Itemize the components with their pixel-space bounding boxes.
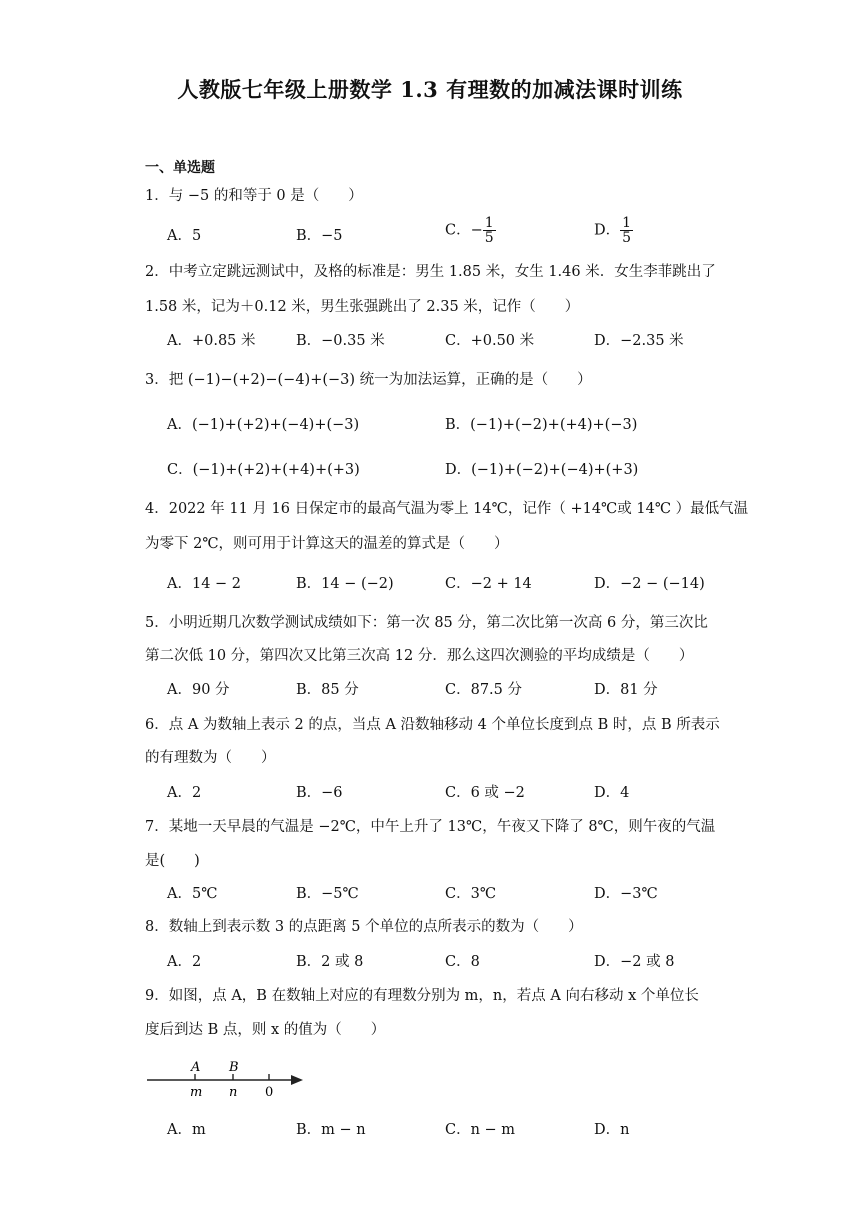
q1-option-d[interactable] bbox=[594, 216, 633, 245]
question-2-stem-line2: 1.58 米，记为＋0.12 米，男生张强跳出了 2.35 米，记作（ ） bbox=[145, 299, 580, 315]
page-title: 人教版七年级上册数学 1.3 有理数的加减法课时训练 bbox=[177, 77, 683, 102]
q6-option-a[interactable]: A．2 bbox=[167, 785, 202, 801]
q6-option-b[interactable]: B．−6 bbox=[296, 785, 343, 801]
q5-option-b[interactable]: B．85 分 bbox=[296, 682, 359, 698]
q9-option-c[interactable]: C．n − m bbox=[445, 1122, 516, 1138]
q3-option-d[interactable]: D．(−1)+(−2)+(−4)+(+3) bbox=[445, 462, 639, 478]
number-line-arrow bbox=[291, 1075, 303, 1085]
q2-option-c[interactable]: C．+0.50 米 bbox=[445, 333, 535, 349]
fraction-denominator: 5 bbox=[484, 230, 494, 246]
q5-option-a[interactable]: A．90 分 bbox=[167, 682, 230, 698]
q2-option-a[interactable]: A．+0.85 米 bbox=[167, 333, 256, 349]
q8-option-a[interactable]: A．2 bbox=[167, 954, 202, 970]
question-5-stem-line2: 第二次低 10 分，第四次又比第三次高 12 分．那么这四次测验的平均成绩是（ ） bbox=[145, 648, 694, 664]
label-zero: 0 bbox=[265, 1085, 274, 1100]
fraction-numerator: 1 bbox=[622, 215, 632, 231]
q2-option-d[interactable]: D．−2.35 米 bbox=[594, 333, 684, 349]
fraction-denominator: 5 bbox=[622, 230, 632, 246]
question-7-stem-line1: 7．某地一天早晨的气温是 −2℃，中午上升了 13℃，午夜又下降了 8℃，则午夜的气温 bbox=[145, 819, 716, 835]
q8-option-d[interactable]: D．−2 或 8 bbox=[594, 954, 675, 970]
question-9-stem-line1: 9．如图，点 A，B 在数轴上对应的有理数分别为 m，n，若点 A 向右移动 x 个单位长 bbox=[145, 988, 699, 1004]
q8-option-b[interactable]: B．2 或 8 bbox=[296, 954, 364, 970]
q5-option-c[interactable]: C．87.5 分 bbox=[445, 682, 522, 698]
q2-option-b[interactable]: B．−0.35 米 bbox=[296, 333, 385, 349]
q7-option-c[interactable]: C．3℃ bbox=[445, 886, 497, 902]
q9-option-b[interactable]: B．m − n bbox=[296, 1122, 366, 1138]
q3-option-a[interactable]: A．(−1)+(+2)+(−4)+(−3) bbox=[167, 417, 360, 433]
question-9-stem-line2: 度后到达 B 点，则 x 的值为（ ） bbox=[145, 1022, 386, 1038]
q9-option-d[interactable]: D．n bbox=[594, 1122, 630, 1138]
question-4-stem-line1: 4．2022 年 11 月 16 日保定市的最高气温为零上 14℃，记作（ +14℃或 14℃ ）最低气温 bbox=[145, 501, 749, 517]
label-n: n bbox=[229, 1085, 238, 1100]
question-8-stem: 8．数轴上到表示数 3 的点距离 5 个单位的点所表示的数为（ ） bbox=[145, 919, 583, 935]
section-heading: 一、单选题 bbox=[145, 160, 215, 176]
label-point-a: A bbox=[191, 1060, 201, 1075]
question-2-stem-line1: 2．中考立定跳远测试中，及格的标准是：男生 1.85 米，女生 1.46 米．女生李菲跳出了 bbox=[145, 264, 716, 280]
label-m: m bbox=[190, 1085, 203, 1100]
fraction-numerator: 1 bbox=[484, 215, 494, 231]
q3-option-c[interactable]: C．(−1)+(+2)+(+4)+(+3) bbox=[167, 462, 360, 478]
question-1-stem: 1．与 −5 的和等于 0 是（ ） bbox=[145, 188, 363, 204]
q4-option-b[interactable]: B．14 − (−2) bbox=[296, 576, 394, 592]
q1-option-c[interactable] bbox=[445, 216, 496, 245]
q7-option-b[interactable]: B．−5℃ bbox=[296, 886, 359, 902]
q9-option-a[interactable]: A．m bbox=[167, 1122, 206, 1138]
question-3-stem: 3．把 (−1)−(+2)−(−4)+(−3) 统一为加法运算，正确的是（ ） bbox=[145, 372, 592, 388]
q1-option-d-fraction bbox=[620, 216, 633, 245]
q6-option-c[interactable]: C．6 或 −2 bbox=[445, 785, 525, 801]
question-7-stem-line2: 是( ) bbox=[145, 853, 200, 869]
q1-option-a[interactable]: A．5 bbox=[167, 228, 202, 244]
q7-option-d[interactable]: D．−3℃ bbox=[594, 886, 658, 902]
question-6-stem-line1: 6．点 A 为数轴上表示 2 的点，当点 A 沿数轴移动 4 个单位长度到点 B 时，点 B 所表示 bbox=[145, 717, 720, 733]
q8-option-c[interactable]: C．8 bbox=[445, 954, 480, 970]
number-line-figure bbox=[145, 1054, 315, 1104]
q4-option-c[interactable]: C．−2 + 14 bbox=[445, 576, 532, 592]
question-4-stem-line2: 为零下 2℃，则可用于计算这天的温差的算式是（ ） bbox=[145, 536, 509, 552]
q5-option-d[interactable]: D．81 分 bbox=[594, 682, 658, 698]
question-6-stem-line2: 的有理数为（ ） bbox=[145, 750, 276, 766]
q4-option-d[interactable]: D．−2 − (−14) bbox=[594, 576, 705, 592]
q6-option-d[interactable]: D．4 bbox=[594, 785, 630, 801]
q1-option-c-fraction bbox=[483, 216, 496, 245]
q3-option-b[interactable]: B．(−1)+(−2)+(+4)+(−3) bbox=[445, 417, 638, 433]
q4-option-a[interactable]: A．14 − 2 bbox=[167, 576, 242, 592]
q1-option-b[interactable]: B．−5 bbox=[296, 228, 343, 244]
label-point-b: B bbox=[229, 1060, 239, 1075]
q1-option-d-label: D． bbox=[594, 222, 621, 239]
question-5-stem-line1: 5．小明近期几次数学测试成绩如下：第一次 85 分，第二次比第一次高 6 分，第三次比 bbox=[145, 615, 708, 631]
q1-option-c-label: C． bbox=[445, 222, 471, 239]
q1-option-c-sign: − bbox=[470, 222, 483, 239]
q7-option-a[interactable]: A．5℃ bbox=[167, 886, 218, 902]
